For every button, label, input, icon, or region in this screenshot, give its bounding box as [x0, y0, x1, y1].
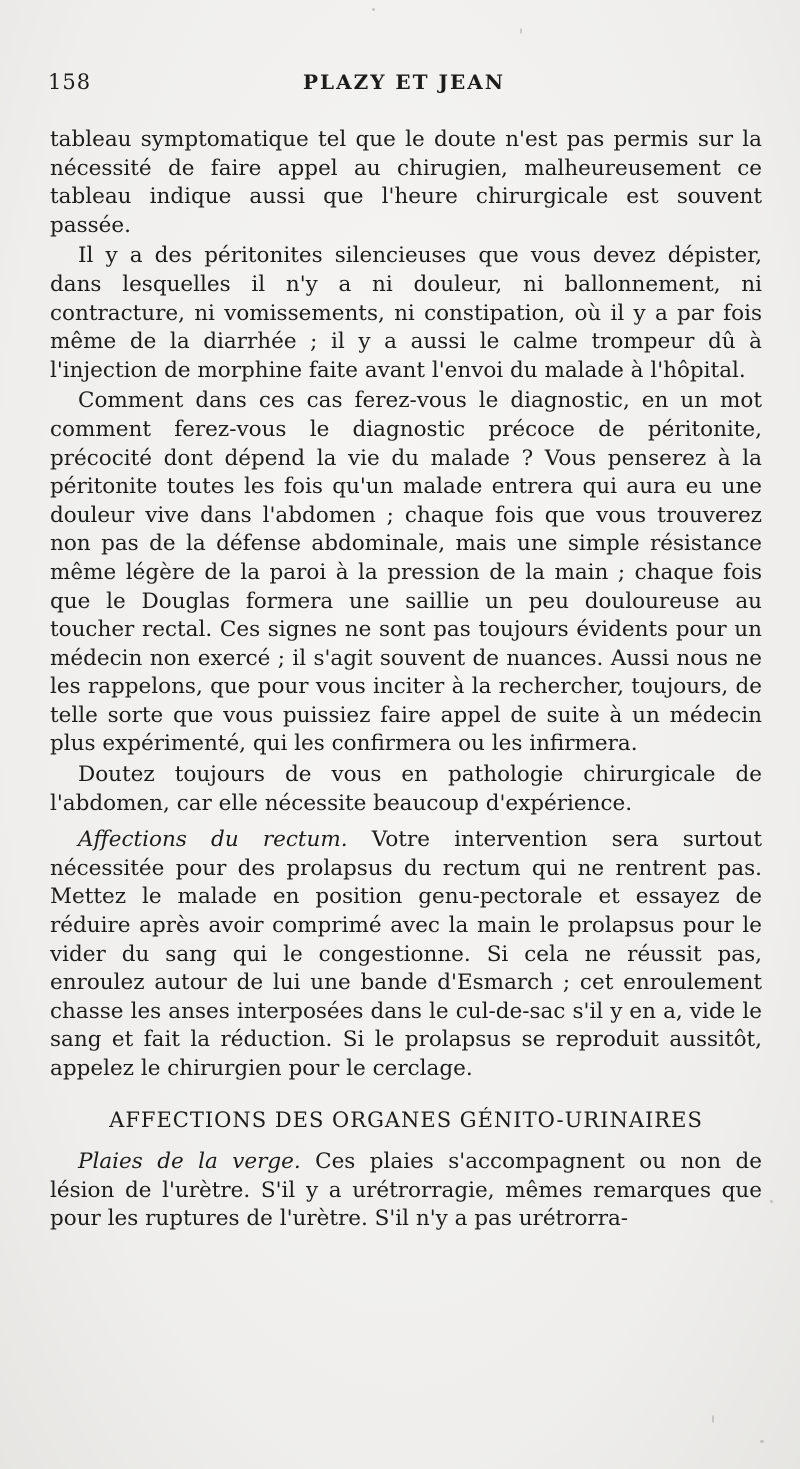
page-header [48, 70, 760, 100]
paragraph-text: Ces plaies s'accompagnent ou non de lésion de l'urètre. S'il y a urétrorragie, mêmes remarques que pour les ruptures de l'urètre. S'il n'y a pas urétrorra- [50, 1149, 762, 1232]
paragraph-text: tableau symptomatique tel que le doute n'est pas permis sur la nécessité de faire appel au chirugien, malheureusement ce tableau indique aussi que l'heure chirurgicale est souvent passée. [50, 127, 762, 238]
paragraph-penis-wounds [50, 1148, 762, 1234]
paragraph-text: Doutez toujours de vous en pathologie chirurgicale de l'abdomen, car elle nécessite beaucoup d'expérience. [50, 762, 762, 816]
paragraph-rectum [50, 826, 762, 1083]
run-in-heading-rectum: Affections du rectum. [78, 827, 348, 853]
run-in-heading-penis: Plaies de la verge. [78, 1149, 301, 1175]
paragraph-text: Votre intervention sera surtout nécessitée pour des prolapsus du rectum qui ne rentrent pas. Mettez le malade en position genu-pectorale et essayez de réduire après avoir comprimé avec la main le prolapsus pour le vider du sang qui le congestionne. Si cela ne réussit pas, enroulez autour de lui une bande d'Esmarch ; cet enroulement chasse les anses interposées dans le cul-de-sac s'il y en a, vide le sang et fait la réduction. Si le prolapsus se reproduit aussitôt, appelez le chirurgien pour le cerclage. [50, 827, 762, 1081]
paragraph-text: Il y a des péritonites silencieuses que vous devez dépister, dans lesquelles il n'y a ni douleur, ni ballonnement, ni contracture, ni vomissements, ni constipation, où il y a par fois même de la diarrhée ; il y a aussi le calme trompeur dû à l'injection de morphine faite avant l'envoi du malade à l'hôpital. [50, 243, 762, 383]
paper-speck [520, 28, 522, 34]
paragraph-continuation [50, 126, 762, 240]
paper-speck [712, 1415, 714, 1423]
paper-speck [760, 1440, 764, 1443]
running-title: PLAZY ET JEAN [302, 70, 506, 94]
paragraph-doubt [50, 761, 762, 818]
paragraph-text: Comment dans ces cas ferez-vous le diagnostic, en un mot comment ferez-vous le diagnostic précoce de péritonite, précocité dont dépend la vie du malade ? Vous penserez à la péritonite toutes les fois qu'un malade entrera qui aura eu une douleur vive dans l'abdomen ; chaque fois que vous trouverez non pas de la défense abdominale, mais une simple résistance même légère de la paroi à la pression de la main ; chaque fois que le Douglas formera une saillie un peu douloureuse au toucher rectal. Ces signes ne sont pas toujours évidents pour un médecin non exercé ; il s'agit souvent de nuances. Aussi nous ne les rappelons, que pour vous inciter à la rechercher, toujours, de telle sorte que vous puissiez faire appel de suite à un médecin plus expérimenté, qui les confirmera ou les infirmera. [50, 388, 762, 757]
paper-speck [372, 8, 375, 11]
paragraph-early-diagnosis [50, 387, 762, 759]
paper-speck [770, 1200, 773, 1203]
section-heading: AFFECTIONS DES ORGANES GÉNITO-URINAIRES [109, 1107, 703, 1132]
body-text [50, 126, 762, 1236]
page-number: 158 [48, 70, 92, 94]
paragraph-silent-peritonitis [50, 242, 762, 385]
